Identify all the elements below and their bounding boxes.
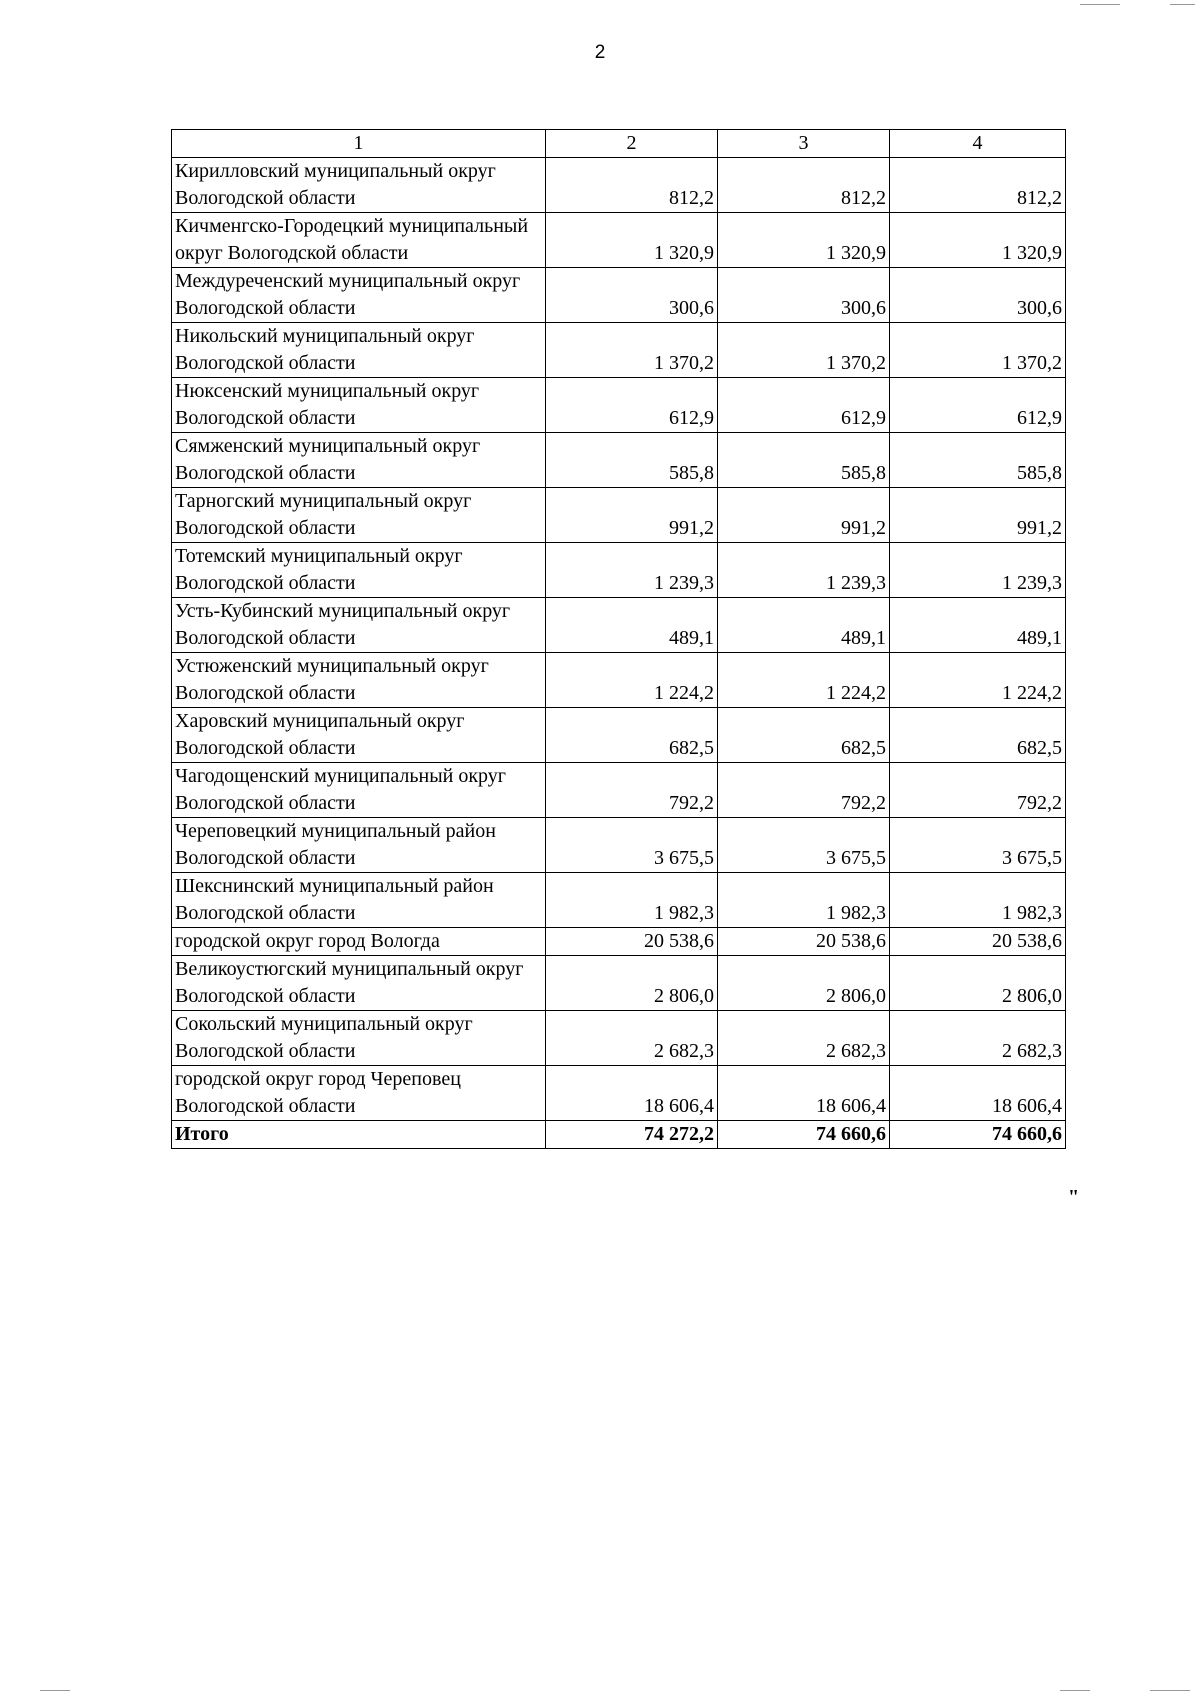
- value-col3: 1 370,2: [718, 323, 890, 378]
- value-col4: 300,6: [890, 268, 1066, 323]
- value-col3: 300,6: [718, 268, 890, 323]
- value-col3: 1 320,9: [718, 213, 890, 268]
- scan-artifact: [1170, 4, 1195, 5]
- value-col4: 682,5: [890, 708, 1066, 763]
- table-row: [172, 213, 1066, 268]
- table-row: [172, 763, 1066, 818]
- value-col4: 792,2: [890, 763, 1066, 818]
- value-col3: 2 682,3: [718, 1011, 890, 1066]
- value-col4: 489,1: [890, 598, 1066, 653]
- value-col3: 2 806,0: [718, 956, 890, 1011]
- scan-artifact: [1060, 1690, 1090, 1691]
- value-col2: 812,2: [546, 158, 718, 213]
- table-row: [172, 598, 1066, 653]
- value-col2: 3 675,5: [546, 818, 718, 873]
- value-col3: 1 982,3: [718, 873, 890, 928]
- table-row: [172, 433, 1066, 488]
- value-col4: 3 675,5: [890, 818, 1066, 873]
- municipality-name: Великоустюгский муниципальный округ Вологодской области: [172, 956, 546, 1011]
- page-number: 2: [594, 42, 606, 63]
- municipality-name: Тарногский муниципальный округ Вологодской области: [172, 488, 546, 543]
- value-col3: 489,1: [718, 598, 890, 653]
- value-col2: 2 806,0: [546, 956, 718, 1011]
- value-col4: 612,9: [890, 378, 1066, 433]
- value-col2: 18 606,4: [546, 1066, 718, 1121]
- value-col4: 812,2: [890, 158, 1066, 213]
- value-col2: 792,2: [546, 763, 718, 818]
- value-col2: 1 320,9: [546, 213, 718, 268]
- value-col3: 682,5: [718, 708, 890, 763]
- header-row: [172, 130, 1066, 158]
- table-row: [172, 488, 1066, 543]
- scan-artifact: [1150, 1690, 1190, 1691]
- table-body: [172, 158, 1066, 1121]
- value-col4: 1 239,3: [890, 543, 1066, 598]
- value-col3: 991,2: [718, 488, 890, 543]
- total-label: Итого: [172, 1121, 546, 1149]
- value-col4: 1 982,3: [890, 873, 1066, 928]
- value-col4: 585,8: [890, 433, 1066, 488]
- value-col3: 612,9: [718, 378, 890, 433]
- total-row: [172, 1121, 1066, 1149]
- table-row: [172, 323, 1066, 378]
- column-header-1: 1: [172, 130, 546, 158]
- value-col2: 1 224,2: [546, 653, 718, 708]
- table-row: [172, 818, 1066, 873]
- value-col4: 1 370,2: [890, 323, 1066, 378]
- municipality-name: Никольский муниципальный округ Вологодской области: [172, 323, 546, 378]
- municipality-name: Кичменгско-Городецкий муниципальный округ Вологодской области: [172, 213, 546, 268]
- table-row: [172, 928, 1066, 956]
- value-col3: 585,8: [718, 433, 890, 488]
- value-col2: 1 982,3: [546, 873, 718, 928]
- value-col2: 612,9: [546, 378, 718, 433]
- value-col4: 1 320,9: [890, 213, 1066, 268]
- scan-artifact: [40, 1690, 70, 1691]
- allocation-table-container: [171, 129, 1066, 1149]
- value-col4: 18 606,4: [890, 1066, 1066, 1121]
- municipality-name: Междуреченский муниципальный округ Вологодской области: [172, 268, 546, 323]
- municipality-name: Сямженский муниципальный округ Вологодской области: [172, 433, 546, 488]
- table-row: [172, 1011, 1066, 1066]
- table-row: [172, 158, 1066, 213]
- table-row: [172, 873, 1066, 928]
- municipality-name: Череповецкий муниципальный район Вологодской области: [172, 818, 546, 873]
- value-col4: 1 224,2: [890, 653, 1066, 708]
- municipality-name: Нюксенский муниципальный округ Вологодской области: [172, 378, 546, 433]
- value-col3: 20 538,6: [718, 928, 890, 956]
- value-col3: 792,2: [718, 763, 890, 818]
- value-col4: 2 682,3: [890, 1011, 1066, 1066]
- value-col2: 1 239,3: [546, 543, 718, 598]
- value-col4: 2 806,0: [890, 956, 1066, 1011]
- table-row: [172, 956, 1066, 1011]
- municipality-name: Шекснинский муниципальный район Вологодской области: [172, 873, 546, 928]
- value-col3: 18 606,4: [718, 1066, 890, 1121]
- value-col2: 20 538,6: [546, 928, 718, 956]
- value-col4: 991,2: [890, 488, 1066, 543]
- closing-quote-mark: ": [1068, 1186, 1080, 1208]
- municipality-name: Кирилловский муниципальный округ Вологодской области: [172, 158, 546, 213]
- municipality-name: Усть-Кубинский муниципальный округ Вологодской области: [172, 598, 546, 653]
- municipality-name: Сокольский муниципальный округ Вологодской области: [172, 1011, 546, 1066]
- value-col2: 585,8: [546, 433, 718, 488]
- total-value-col2: 74 272,2: [546, 1121, 718, 1149]
- municipality-name: Чагодощенский муниципальный округ Вологодской области: [172, 763, 546, 818]
- allocation-table: [171, 129, 1066, 1149]
- value-col2: 489,1: [546, 598, 718, 653]
- value-col2: 300,6: [546, 268, 718, 323]
- table-row: [172, 268, 1066, 323]
- municipality-name: Тотемский муниципальный округ Вологодской области: [172, 543, 546, 598]
- value-col2: 991,2: [546, 488, 718, 543]
- total-value-col4: 74 660,6: [890, 1121, 1066, 1149]
- total-value-col3: 74 660,6: [718, 1121, 890, 1149]
- table-row: [172, 1066, 1066, 1121]
- value-col2: 1 370,2: [546, 323, 718, 378]
- value-col3: 1 224,2: [718, 653, 890, 708]
- municipality-name: Устюженский муниципальный округ Вологодской области: [172, 653, 546, 708]
- column-header-4: 4: [890, 130, 1066, 158]
- municipality-name: городской округ город Череповец Вологодской области: [172, 1066, 546, 1121]
- table-row: [172, 708, 1066, 763]
- value-col3: 1 239,3: [718, 543, 890, 598]
- column-header-3: 3: [718, 130, 890, 158]
- table-row: [172, 653, 1066, 708]
- municipality-name: городской округ город Вологда: [172, 928, 546, 956]
- value-col4: 20 538,6: [890, 928, 1066, 956]
- value-col2: 682,5: [546, 708, 718, 763]
- value-col2: 2 682,3: [546, 1011, 718, 1066]
- scan-artifact: [1080, 4, 1120, 5]
- table-row: [172, 543, 1066, 598]
- value-col3: 3 675,5: [718, 818, 890, 873]
- table-row: [172, 378, 1066, 433]
- municipality-name: Харовский муниципальный округ Вологодской области: [172, 708, 546, 763]
- column-header-2: 2: [546, 130, 718, 158]
- value-col3: 812,2: [718, 158, 890, 213]
